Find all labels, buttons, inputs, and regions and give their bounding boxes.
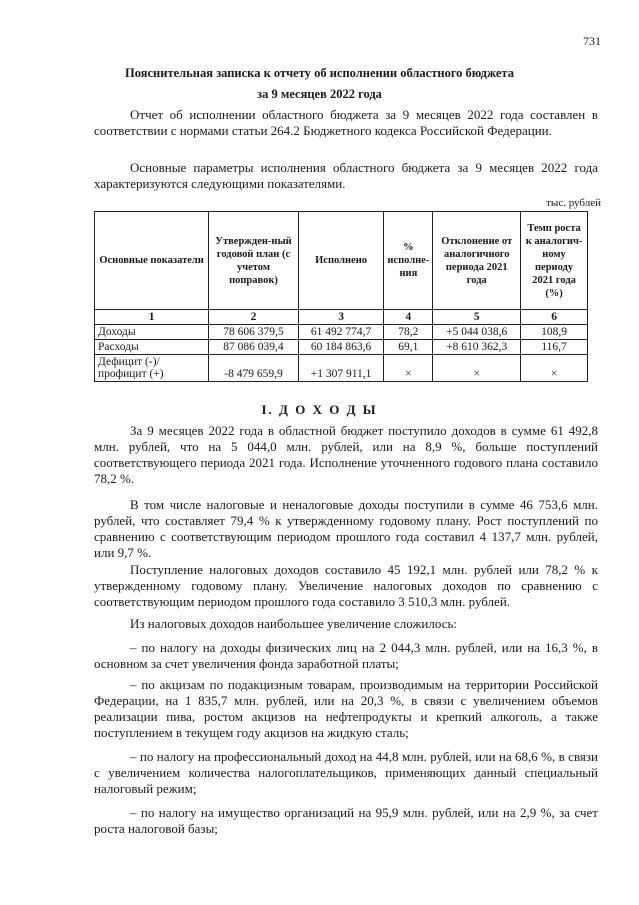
column-number-row [95, 310, 588, 325]
table-cell: 108,9 [521, 325, 588, 340]
body-paragraph: В том числе налоговые и неналоговые доходы поступили в сумме 46 753,6 млн. рублей, что составляет 79,4 % к утвержденному годовому плану. Рост поступлений по сравнению с соответствующим периодом прошлого года составил 4 137,7 млн. рублей, или 9,7 %. [94, 497, 598, 560]
table-header-cell: Основные показатели [95, 212, 209, 310]
table-cell: 116,7 [521, 340, 588, 355]
body-paragraph: – по налогу на доходы физических лиц на 2 044,3 млн. рублей, или на 16,3 %, в основном за счет увеличения фонда заработной платы; [94, 640, 598, 671]
table-cell: 78 606 379,5 [209, 325, 299, 340]
body-paragraph: – по налогу на имущество организаций на 95,9 млн. рублей, или на 2,9 %, за счет роста налоговой базы; [94, 805, 598, 836]
table-header-cell: Отклонение от аналогичного периода 2021 года [433, 212, 521, 310]
table-row [95, 355, 588, 382]
table-cell: 87 086 039,4 [209, 340, 299, 355]
table-cell: +8 610 362,3 [433, 340, 521, 355]
table-cell: 61 492 774,7 [298, 325, 384, 340]
document-subtitle: за 9 месяцев 2022 года [257, 87, 382, 101]
intro-paragraph: Отчет об исполнении областного бюджета за 9 месяцев 2022 года составлен в соответствии с нормами статьи 264.2 Бюджетного кодекса Российской Федерации. [94, 107, 598, 138]
table-cell: × [384, 355, 433, 382]
body-paragraph: – по налогу на профессиональный доход на 44,8 млн. рублей, или на 68,6 %, в связи с увеличением количества налогоплательщиков, применяющих данный специальный налоговый режим; [94, 749, 598, 796]
table-cell: 69,1 [384, 340, 433, 355]
column-number: 5 [433, 310, 521, 325]
units-label: тыс. рублей [546, 197, 601, 209]
body-paragraph: За 9 месяцев 2022 года в областной бюджет поступило доходов в сумме 61 492,8 млн. рублей, что на 5 044,0 млн. рублей, или на 8,9 %, больше поступлений соответствующего периода 2021 года. Исполнение уточненного годового плана составило 78,2 %. [94, 423, 598, 486]
table-cell: Дефицит (-)/ профицит (+) [95, 355, 209, 382]
table-row [95, 340, 588, 355]
column-number: 1 [95, 310, 209, 325]
table-cell: × [433, 355, 521, 382]
table-cell: × [521, 355, 588, 382]
table-cell: Расходы [95, 340, 209, 355]
body-paragraph: – по акцизам по подакцизным товарам, производимым на территории Российской Федерации, на 1 835,7 млн. рублей, или на 20,3 %, в связи с увеличением объемов реализации пива, ростом акцизов на нефтепродукты и крепкий алкоголь, а также поступлением в текущем году акцизов на жидкую сталь; [94, 677, 598, 740]
table-cell: Доходы [95, 325, 209, 340]
table-cell: +5 044 038,6 [433, 325, 521, 340]
table-header-cell: Темп роста к аналогич-ному периоду 2021 года (%) [521, 212, 588, 310]
table-header-cell: % исполне-ния [384, 212, 433, 310]
body-paragraph: Поступление налоговых доходов составило 45 192,1 млн. рублей или 78,2 % к утвержденному годовому плану. Увеличение налоговых доходов по сравнению с соответствующим периодом прошлого года составило 3 510,3 млн. рублей. [94, 562, 598, 609]
column-number: 6 [521, 310, 588, 325]
intro-paragraph: Основные параметры исполнения областного бюджета за 9 месяцев 2022 года характеризуются следующими показателями. [94, 160, 598, 191]
section-title: I. Д О Х О Д Ы [261, 402, 378, 417]
table-header-cell: Исполнено [298, 212, 384, 310]
table-row [95, 325, 588, 340]
table-cell: -8 479 659,9 [209, 355, 299, 382]
table-header-row [95, 212, 588, 310]
table-cell: 60 184 863,6 [298, 340, 384, 355]
body-paragraph: Из налоговых доходов наибольшее увеличение сложилось: [130, 616, 458, 631]
table-header-cell: Утвержден-ный годовой план (с учетом поправок) [209, 212, 299, 310]
column-number: 4 [384, 310, 433, 325]
page-number: 731 [583, 34, 601, 48]
budget-parameters-table [94, 211, 588, 382]
table-cell: +1 307 911,1 [298, 355, 384, 382]
column-number: 2 [209, 310, 299, 325]
table-cell: 78,2 [384, 325, 433, 340]
document-title: Пояснительная записка к отчету об исполнении областного бюджета [125, 66, 514, 80]
column-number: 3 [298, 310, 384, 325]
